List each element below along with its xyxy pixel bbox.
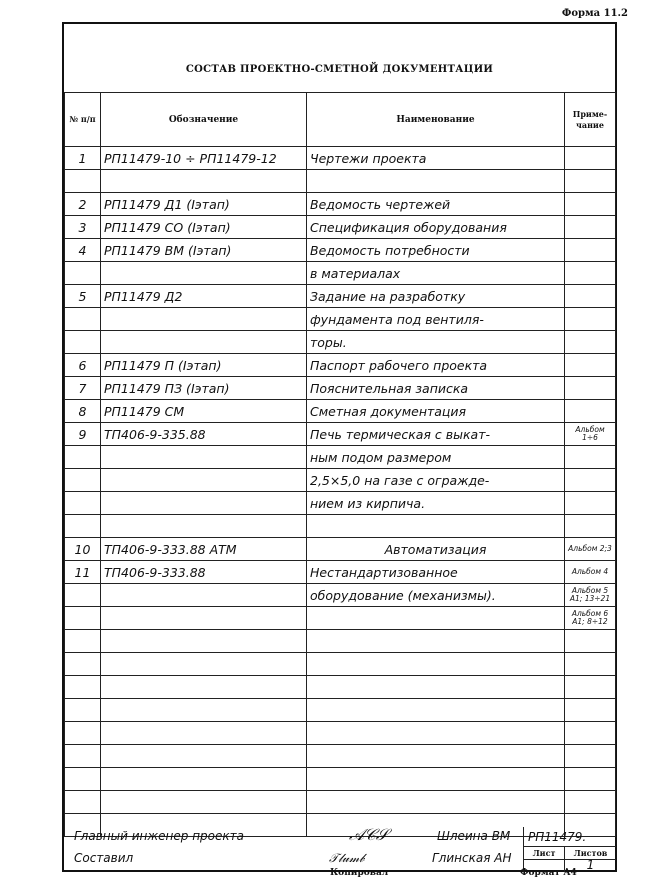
- cell-num: [65, 584, 101, 607]
- cell-num: [65, 262, 101, 285]
- cell-name: в материалах: [307, 262, 565, 285]
- table-row: [65, 239, 616, 262]
- table-row: [65, 515, 616, 538]
- cell-note: [565, 377, 616, 400]
- footer-copied: Копировал: [330, 868, 389, 878]
- cell-note: [565, 446, 616, 469]
- cell-note: Альбом 6 А1; 8÷12: [565, 607, 616, 630]
- table-row: [65, 745, 616, 768]
- cell-note: Альбом 5 А1; 13÷21: [565, 584, 616, 607]
- compiled-signature: 𝒯𝓁𝓊𝓂𝒷: [329, 851, 365, 865]
- cell-note: [565, 676, 616, 699]
- cell-designation: РП11479 Д2: [101, 285, 307, 308]
- cell-note: Альбом 1÷6: [565, 423, 616, 446]
- cell-note: [565, 722, 616, 745]
- cell-num: 7: [65, 377, 101, 400]
- cell-designation: [101, 469, 307, 492]
- cell-num: [65, 492, 101, 515]
- cell-name: Спецификация оборудования: [307, 216, 565, 239]
- header-num: № п/п: [65, 93, 101, 147]
- table-row: [65, 538, 616, 561]
- cell-designation: [101, 768, 307, 791]
- cell-designation: [101, 584, 307, 607]
- signature-block: [64, 827, 615, 872]
- cell-note: [565, 193, 616, 216]
- cell-num: [65, 607, 101, 630]
- cell-name: фундамента под вентиля-: [307, 308, 565, 331]
- cell-designation: РП11479 П (Iэтап): [101, 354, 307, 377]
- cell-num: 6: [65, 354, 101, 377]
- cell-num: [65, 446, 101, 469]
- footer-format: Формат А4: [520, 868, 577, 878]
- cell-note: [565, 147, 616, 170]
- table-row: [65, 630, 616, 653]
- cell-note: [565, 630, 616, 653]
- cell-num: 11: [65, 561, 101, 584]
- cell-designation: [101, 653, 307, 676]
- cell-designation: [101, 722, 307, 745]
- cell-name: Ведомость потребности: [307, 239, 565, 262]
- header-name: Наименование: [307, 93, 565, 147]
- cell-num: [65, 308, 101, 331]
- table-row: [65, 170, 616, 193]
- cell-num: 8: [65, 400, 101, 423]
- cell-name: Сметная документация: [307, 400, 565, 423]
- cell-note: [565, 285, 616, 308]
- table-row: [65, 607, 616, 630]
- cell-num: [65, 469, 101, 492]
- cell-num: [65, 791, 101, 814]
- table-row: [65, 469, 616, 492]
- cell-num: [65, 515, 101, 538]
- cell-designation: [101, 492, 307, 515]
- cell-designation: РП11479 ВМ (Iэтап): [101, 239, 307, 262]
- table-row: [65, 791, 616, 814]
- form-label: Форма 11.2: [561, 8, 628, 19]
- table-row: [65, 354, 616, 377]
- cell-name: Автоматизация: [307, 538, 565, 561]
- cell-note: [565, 492, 616, 515]
- cell-num: 9: [65, 423, 101, 446]
- cell-num: [65, 745, 101, 768]
- cell-note: [565, 745, 616, 768]
- cell-num: [65, 630, 101, 653]
- table-row: [65, 216, 616, 239]
- compiled-label: Составил: [74, 851, 134, 865]
- cell-designation: [101, 699, 307, 722]
- cell-designation: [101, 630, 307, 653]
- cell-designation: [101, 262, 307, 285]
- cell-note: [565, 699, 616, 722]
- cell-num: 3: [65, 216, 101, 239]
- cell-name: Печь термическая с выкат-: [307, 423, 565, 446]
- documentation-table: [64, 92, 616, 837]
- cell-name: ным подом размером: [307, 446, 565, 469]
- chief-engineer-signature: 𝒜𝒞𝒮: [349, 825, 389, 844]
- cell-note: [565, 239, 616, 262]
- cell-note: [565, 400, 616, 423]
- cell-num: [65, 699, 101, 722]
- cell-designation: [101, 331, 307, 354]
- table-row: [65, 423, 616, 446]
- cell-designation: [101, 170, 307, 193]
- cell-name: 2,5×5,0 на газе с огражде-: [307, 469, 565, 492]
- header-note: Приме-чание: [565, 93, 616, 147]
- cell-name: нием из кирпича.: [307, 492, 565, 515]
- cell-num: [65, 331, 101, 354]
- stamp-sheets-value: 1: [586, 858, 595, 872]
- cell-name: оборудование (механизмы).: [307, 584, 565, 607]
- cell-name: [307, 607, 565, 630]
- table-row: [65, 676, 616, 699]
- cell-name: [307, 630, 565, 653]
- cell-note: [565, 515, 616, 538]
- table-row: [65, 699, 616, 722]
- cell-name: Задание на разработку: [307, 285, 565, 308]
- cell-num: 2: [65, 193, 101, 216]
- cell-designation: РП11479 ПЗ (Iэтап): [101, 377, 307, 400]
- table-row: [65, 722, 616, 745]
- table-row: [65, 377, 616, 400]
- cell-num: [65, 676, 101, 699]
- stamp-sheet-label: Лист: [524, 847, 565, 860]
- cell-designation: [101, 791, 307, 814]
- cell-name: [307, 653, 565, 676]
- table-row: [65, 561, 616, 584]
- cell-name: Ведомость чертежей: [307, 193, 565, 216]
- cell-num: 4: [65, 239, 101, 262]
- table-row: [65, 285, 616, 308]
- cell-name: [307, 699, 565, 722]
- cell-name: Пояснительная записка: [307, 377, 565, 400]
- chief-engineer-label: Главный инженер проекта: [74, 829, 244, 843]
- cell-note: [565, 262, 616, 285]
- table-row: [65, 193, 616, 216]
- cell-name: Нестандартизованное: [307, 561, 565, 584]
- cell-name: торы.: [307, 331, 565, 354]
- cell-designation: [101, 607, 307, 630]
- cell-num: 5: [65, 285, 101, 308]
- cell-num: [65, 768, 101, 791]
- cell-note: Альбом 4: [565, 561, 616, 584]
- cell-num: [65, 170, 101, 193]
- cell-note: [565, 791, 616, 814]
- cell-note: [565, 653, 616, 676]
- cell-designation: [101, 446, 307, 469]
- cell-num: 1: [65, 147, 101, 170]
- table-row: [65, 147, 616, 170]
- cell-designation: [101, 515, 307, 538]
- cell-name: [307, 791, 565, 814]
- cell-designation: [101, 676, 307, 699]
- cell-designation: ТП406-9-333.88: [101, 561, 307, 584]
- chief-engineer-name: Шлеина ВМ: [437, 829, 511, 843]
- table-row: [65, 262, 616, 285]
- cell-note: [565, 216, 616, 239]
- cell-name: Чертежи проекта: [307, 147, 565, 170]
- cell-note: [565, 354, 616, 377]
- cell-designation: РП11479 СО (Iэтап): [101, 216, 307, 239]
- header-designation: Обозначение: [101, 93, 307, 147]
- stamp-sheets-label: Листов: [565, 847, 616, 860]
- table-row: [65, 584, 616, 607]
- cell-note: [565, 469, 616, 492]
- cell-note: [565, 768, 616, 791]
- title-stamp: [523, 827, 616, 872]
- cell-designation: ТП406-9-333.88 АТМ: [101, 538, 307, 561]
- table-row: [65, 768, 616, 791]
- table-row: [65, 331, 616, 354]
- cell-designation: [101, 745, 307, 768]
- cell-note: [565, 170, 616, 193]
- cell-name: Паспорт рабочего проекта: [307, 354, 565, 377]
- cell-note: [565, 331, 616, 354]
- cell-designation: РП11479-10 ÷ РП11479-12: [101, 147, 307, 170]
- document-frame: [62, 22, 617, 872]
- cell-name: [307, 170, 565, 193]
- table-row: [65, 492, 616, 515]
- cell-name: [307, 515, 565, 538]
- cell-designation: РП11479 Д1 (Iэтап): [101, 193, 307, 216]
- document-title: СОСТАВ ПРОЕКТНО-СМЕТНОЙ ДОКУМЕНТАЦИИ: [185, 64, 494, 75]
- cell-num: [65, 722, 101, 745]
- cell-designation: [101, 308, 307, 331]
- cell-designation: ТП406-9-335.88: [101, 423, 307, 446]
- table-row: [65, 446, 616, 469]
- cell-note: [565, 308, 616, 331]
- table-header-row: [65, 93, 616, 147]
- cell-note: Альбом 2;3: [565, 538, 616, 561]
- cell-name: [307, 676, 565, 699]
- cell-num: [65, 653, 101, 676]
- table-row: [65, 308, 616, 331]
- stamp-code: РП11479.: [524, 827, 616, 847]
- cell-designation: РП11479 СМ: [101, 400, 307, 423]
- compiled-name: Глинская АН: [432, 851, 512, 865]
- cell-name: [307, 768, 565, 791]
- table-row: [65, 653, 616, 676]
- cell-name: [307, 745, 565, 768]
- table-row: [65, 400, 616, 423]
- cell-name: [307, 722, 565, 745]
- cell-num: 10: [65, 538, 101, 561]
